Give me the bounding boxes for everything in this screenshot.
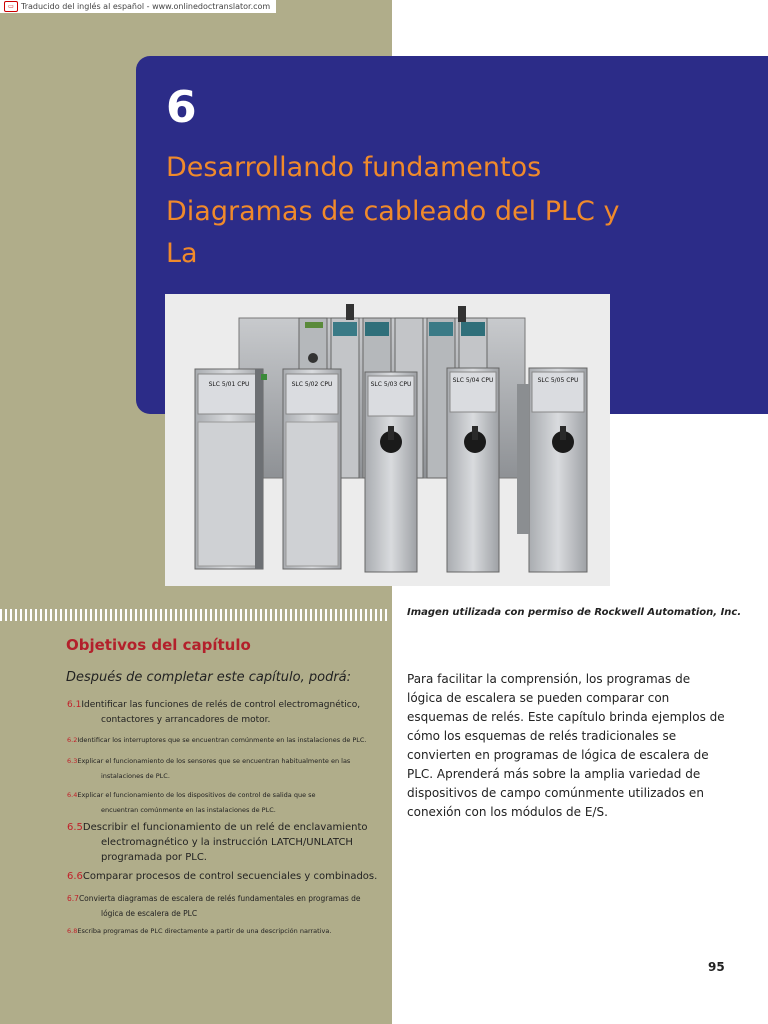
objective-number: 6.2 [67, 736, 78, 744]
objective-item [67, 869, 377, 884]
chapter-number: 6 [166, 82, 197, 133]
objective-text: Explicar el funcionamiento de los sensores que se encuentran habitualmente en las [77, 757, 351, 765]
objective-text: Comparar procesos de control secuenciales y combinados. [82, 871, 378, 882]
objective-text: Identificar los interruptores que se encuentran comúnmente en las instalaciones de PLC. [77, 736, 367, 744]
objective-number: 6.4 [67, 791, 78, 799]
objective-item [67, 891, 361, 921]
objective-text-cont: electromagnético y la instrucción LATCH/UNLATCH [101, 837, 353, 848]
page-number: 95 [708, 960, 725, 974]
photo-caption: Imagen utilizada con permiso de Rockwell Automation, Inc. [407, 607, 742, 618]
cpu-module-1 [195, 369, 267, 569]
cpu-module-3 [365, 372, 417, 572]
objective-number: 6.3 [67, 757, 78, 765]
objective-number: 6.1 [67, 700, 82, 710]
objective-number: 6.5 [67, 822, 83, 833]
objective-item [67, 754, 350, 784]
chapter-title-line-1: Desarrollando fundamentos [166, 152, 542, 183]
objective-text: Convierta diagramas de escalera de relés fundamentales en programas de [78, 894, 361, 903]
objective-text-cont: encuentran comúnmente en las instalaciones de PLC. [101, 806, 276, 814]
objective-text-cont: instalaciones de PLC. [101, 772, 170, 780]
cpu-label-3: SLC 5/03 CPU [370, 381, 412, 388]
objective-text: Escriba programas de PLC directamente a partir de una descripción narrativa. [77, 927, 332, 935]
objective-text-cont: programada por PLC. [101, 852, 207, 863]
cpu-label-4: SLC 5/04 CPU [452, 377, 494, 384]
cpu-label-2: SLC 5/02 CPU [291, 381, 333, 388]
objective-text: Explicar el funcionamiento de los dispositivos de control de salida que se [77, 791, 316, 799]
objective-item [67, 788, 316, 818]
objective-item [67, 820, 368, 865]
plc-modules-illustration [165, 294, 610, 586]
plc-photo [165, 294, 610, 586]
objective-item [67, 926, 331, 936]
translator-banner[interactable] [0, 0, 276, 13]
cpu-module-4 [447, 368, 499, 572]
objective-text-cont: contactores y arrancadores de motor. [101, 715, 271, 725]
objective-item [67, 698, 360, 728]
objective-item [67, 735, 367, 745]
objectives-heading: Objetivos del capítulo [66, 636, 251, 654]
chapter-title-line-3: La [166, 238, 198, 269]
translator-logo-icon: ▭ [4, 1, 18, 12]
chapter-title-line-2: Diagramas de cableado del PLC y [166, 196, 620, 227]
objective-text: Describir el funcionamiento de un relé de enclavamiento [82, 822, 368, 833]
decorative-tick-rule [0, 609, 392, 621]
objective-text: Identificar las funciones de relés de control electromagnético, [81, 700, 361, 710]
translator-text: Traducido del inglés al español - www.onlinedoctranslator.com [21, 2, 271, 11]
objective-number: 6.7 [67, 894, 79, 903]
objective-number: 6.8 [67, 927, 78, 935]
cpu-label-5: SLC 5/05 CPU [537, 377, 579, 384]
objectives-intro: Después de completar este capítulo, podrá: [66, 670, 352, 685]
intro-paragraph: Para facilitar la comprensión, los programas de lógica de escalera se pueden comparar con esquemas de relés. Este capítulo brinda ejemplos de cómo los esquemas de relés tradicionales se convierten en programas de lógica de escalera de PLC. Aprenderá más sobre la amplia variedad de dispositivos de campo comúnmente utilizados en conexión con los módulos de E/S. [407, 672, 725, 819]
objective-text-cont: lógica de escalera de PLC [101, 909, 198, 918]
cpu-label-1: SLC 5/01 CPU [208, 381, 250, 388]
objective-number: 6.6 [67, 871, 83, 882]
cpu-module-2 [283, 369, 341, 569]
